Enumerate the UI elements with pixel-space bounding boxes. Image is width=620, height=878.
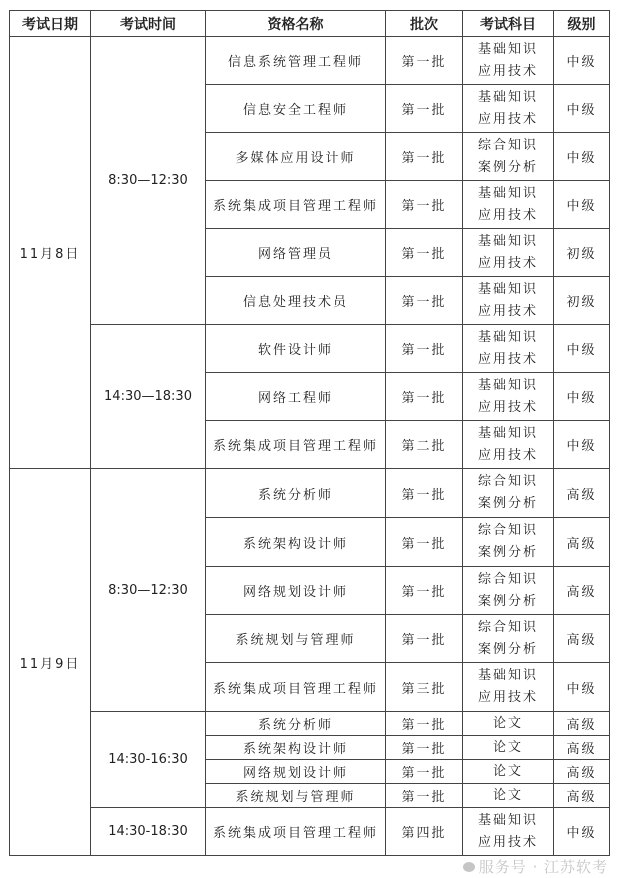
qualification-cell: 系统集成项目管理工程师 [206,808,386,856]
subject-line: 论文 [492,763,523,779]
batch-cell: 第一批 [386,181,463,229]
subject-cell [463,133,554,181]
qualification-cell: 软件设计师 [206,325,386,373]
subject-cell [463,181,554,229]
batch-cell: 第二批 [386,421,463,469]
table-row [10,325,610,373]
subject-line: 应用技术 [477,111,538,127]
level-cell: 中级 [554,181,610,229]
subject-line: 案例分析 [477,545,538,560]
level-cell: 中级 [554,133,610,181]
header-batch: 批次 [386,11,463,37]
subject-line: 应用技术 [477,351,538,367]
level-cell: 高级 [554,760,610,784]
header-level: 级别 [554,11,610,37]
batch-cell: 第三批 [386,663,463,712]
subject-cell [463,277,554,325]
subject-line: 基础知识 [477,668,538,683]
batch-cell: 第一批 [386,277,463,325]
batch-cell: 第一批 [386,373,463,421]
subject-line: 综合知识 [477,571,538,587]
level-cell: 高级 [554,518,610,567]
qualification-cell: 信息安全工程师 [206,85,386,133]
subject-cell [463,518,554,567]
subject-cell [463,663,554,712]
batch-cell: 第一批 [386,325,463,373]
qualification-cell: 系统集成项目管理工程师 [206,181,386,229]
time-cell: 8:30—12:30 [91,37,206,325]
qualification-cell: 系统分析师 [206,469,386,518]
subject-cell [463,736,554,760]
batch-cell: 第一批 [386,85,463,133]
qualification-cell: 信息处理技术员 [206,277,386,325]
subject-line: 基础知识 [477,281,538,297]
table-row [10,808,610,856]
subject-cell [463,325,554,373]
subject-line: 基础知识 [477,89,538,105]
subject-cell [463,712,554,736]
subject-line: 案例分析 [477,641,538,657]
table-row [10,469,610,518]
subject-line: 案例分析 [477,496,538,511]
batch-cell: 第一批 [386,518,463,567]
subject-line: 基础知识 [477,329,538,345]
subject-line: 应用技术 [477,834,538,850]
qualification-cell: 系统规划与管理师 [206,784,386,808]
level-cell: 中级 [554,37,610,85]
batch-cell: 第一批 [386,760,463,784]
batch-cell: 第一批 [386,736,463,760]
subject-line: 应用技术 [477,303,538,319]
subject-cell [463,567,554,615]
subject-line: 基础知识 [477,233,538,249]
batch-cell: 第一批 [386,229,463,277]
batch-cell: 第四批 [386,808,463,856]
level-cell: 初级 [554,229,610,277]
table-row [10,712,610,736]
subject-cell [463,469,554,518]
level-cell: 中级 [554,325,610,373]
subject-line: 基础知识 [477,812,538,828]
time-cell: 14:30-18:30 [91,808,206,856]
qualification-cell: 网络规划设计师 [206,760,386,784]
subject-cell [463,421,554,469]
time-cell: 8:30—12:30 [91,469,206,712]
subject-line: 应用技术 [477,255,538,271]
subject-line: 应用技术 [477,207,538,223]
subject-line: 论文 [492,715,523,731]
subject-cell [463,229,554,277]
time-cell: 14:30—18:30 [91,325,206,469]
qualification-cell: 信息系统管理工程师 [206,37,386,85]
level-cell: 高级 [554,712,610,736]
batch-cell: 第一批 [386,469,463,518]
subject-line: 基础知识 [477,377,538,393]
qualification-cell: 系统架构设计师 [206,736,386,760]
subject-line: 基础知识 [477,425,538,441]
qualification-cell: 系统架构设计师 [206,518,386,567]
subject-cell [463,85,554,133]
subject-line: 案例分析 [477,593,538,609]
qualification-cell: 网络工程师 [206,373,386,421]
subject-cell [463,615,554,663]
subject-line: 论文 [492,787,523,803]
qualification-cell: 网络规划设计师 [206,567,386,615]
subject-line: 基础知识 [477,41,538,57]
level-cell: 高级 [554,784,610,808]
level-cell: 中级 [554,421,610,469]
qualification-cell: 多媒体应用设计师 [206,133,386,181]
subject-line: 应用技术 [477,63,538,79]
level-cell: 中级 [554,85,610,133]
qualification-cell: 系统集成项目管理工程师 [206,663,386,712]
batch-cell: 第一批 [386,37,463,85]
subject-line: 论文 [492,739,523,755]
exam-schedule-table [9,10,610,856]
level-cell: 初级 [554,277,610,325]
subject-line: 案例分析 [477,159,538,175]
date-cell: 11月8日 [10,37,91,469]
subject-cell [463,784,554,808]
subject-cell [463,37,554,85]
header-date: 考试日期 [10,11,91,37]
level-cell: 中级 [554,373,610,421]
qualification-cell: 系统规划与管理师 [206,615,386,663]
header-qualification: 资格名称 [206,11,386,37]
batch-cell: 第一批 [386,712,463,736]
batch-cell: 第一批 [386,784,463,808]
header-subject: 考试科目 [463,11,554,37]
subject-cell [463,808,554,856]
header-time: 考试时间 [91,11,206,37]
subject-line: 综合知识 [477,619,538,635]
wechat-icon [463,862,475,872]
qualification-cell: 系统集成项目管理工程师 [206,421,386,469]
date-cell: 11月9日 [10,469,91,856]
watermark [463,858,608,876]
batch-cell: 第一批 [386,615,463,663]
level-cell: 高级 [554,567,610,615]
batch-cell: 第一批 [386,567,463,615]
level-cell: 中级 [554,808,610,856]
subject-line: 综合知识 [477,137,538,153]
subject-line: 基础知识 [477,185,538,201]
level-cell: 高级 [554,736,610,760]
level-cell: 高级 [554,615,610,663]
subject-line: 应用技术 [477,399,538,415]
subject-cell [463,373,554,421]
subject-cell [463,760,554,784]
level-cell: 中级 [554,663,610,712]
subject-line: 应用技术 [477,690,538,705]
header-row [10,11,610,37]
subject-line: 综合知识 [477,474,538,489]
watermark-text: 服务号 · 江苏软考 [478,858,608,876]
time-cell: 14:30-16:30 [91,712,206,808]
qualification-cell: 网络管理员 [206,229,386,277]
qualification-cell: 系统分析师 [206,712,386,736]
subject-line: 综合知识 [477,523,538,538]
subject-line: 应用技术 [477,447,538,463]
batch-cell: 第一批 [386,133,463,181]
table-row [10,37,610,85]
level-cell: 高级 [554,469,610,518]
